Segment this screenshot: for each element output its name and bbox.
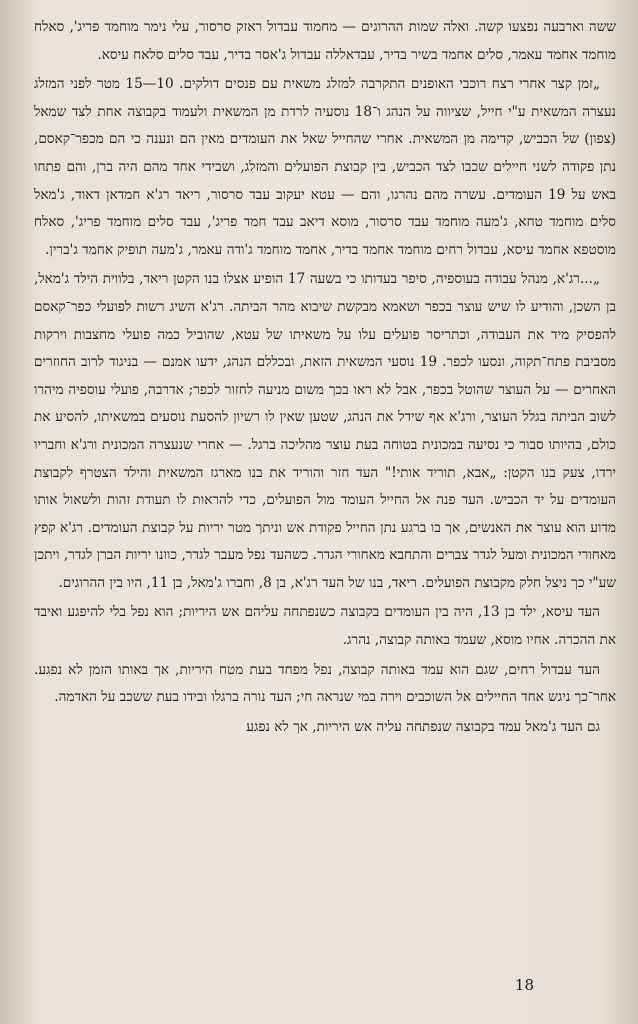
paragraph-issa-testimony: העד עיסא, ילד בן 13, היה בין העומדים בקבוצה כשנפתחה עליהם אש היריות; הוא נפל בלי להיפגע ואיבד את ההכרה. אחיו מוסא, שעמד באותה קבוצה, נהרג.: [34, 604, 616, 649]
page-number: 18: [514, 976, 534, 994]
page-text: [34, 14, 616, 741]
paragraph-jamal-testimony: גם העד ג'מאל עמד בקבוצה שנפתחה עליה אש היריות, אך לא נפגע: [246, 718, 600, 735]
paragraph-abdul-rahim-testimony: העד עבדול רחים, שגם הוא עמד באותה קבוצה, נפל מפחד בעת מטח היריות, אך באותו הזמן לא נפגע. אחר־כך ניגש אחד החיילים אל השוכבים וירה במי שנראה חי; העד נורה ברגלו ובידו בעת ששכב על האדמה.: [34, 661, 616, 706]
paragraph-raja-testimony: „...רג'א, מנהל עבודה בעוספיה, סיפר בעדותו כי בשעה 17 הופיע אצלו בנו הקטן ריאד, בלווית הילד ג'מאל, בן השכן, והודיע לו שיש עוצר בכפר ושאמא מבקשת שיבוא מהר הביתה. רג'א השיג רשות לפועלי כפר־קאסם להפסיק מיד את העבודה, וכתריסר פועלים עלו על משאיתו של עטא, שהוביל כמה פועלי מחצבות וירקות מסביבת פתח־תקוה, ונסעו לכפר. 19 נוסעי המשאית הזאת, ובכללם הנהג, ידעו אמנם — בניגוד לרוב החוזרים האחרים — על העוצר שהוטל בכפר, אבל לא ראו בכך משום מניעה לחזור לכפר; אדרבה, פועלי עוספיה מיהרו לשוב הביתה בגלל העוצר, ורג'א אף שידל את הנהג, שטען שאין לו רשיון להסעת נוסעים במשאיתו, להסיע את כולם, בהיותו סבור כי נסיעה במכונית בטוחה בעת עוצר מהליכה ברגל. — אחרי שנעצרה המכונית ורג'א וחבריו ירדו, צעק בנו הקטן: „אבא, תוריד אותי!" העד חזר והוריד את בנו מארגז המשאית והילד הצטרף לקבוצת העומדים על יד הכביש. העד פנה אל החייל העומד מול הפועלים, כדי להראות לו תעודת זהות ולשאול אותו מדוע הוא עוצר את האנשים, אך בו ברגע נתן החייל פקודת אש וניתך מטר יריות על קבוצת העומדים. רג'א קפץ מאחורי המכונית ומעל לגדר צברים והתחבא מאחורי הגדר. כשהעד נפל מעבר לגדר, כוונו יריות הברן לגדר, ויתכן שע"י כך ניצל חלק מקבוצת הפועלים. ריאד, בנו של העד רג'א, בן 8, וחברו ג'מאל, בן 11, היו בין ההרוגים.: [34, 271, 616, 591]
paragraph-truck-shooting: „זמן קצר אחרי רצח רוכבי האופנים התקרבה למזלג משאית עם פנסים דולקים. 10—15 מטר לפני המזלג נעצרה המשאית ע"י חייל, שציווה על הנהג ו־18 נוסעיה לרדת מן המשאית ולעמוד בקבוצה אחת לצד שמאל (צפון) של הכביש, קדימה מן המשאית. אחרי שהחייל שאל את העומדים מאין הם ונענה כי הם מכפר־קאסם, נתן פקודה לשני חיילים שכבו לצד הכביש, בין קבוצת הפועלים והמזלג, ושבידי אחד מהם היה ברן, והם פתחו באש על 19 העומדים. עשרה מהם נהרגו, והם — עטא יעקוב עבד סרסור, ריאד רג'א חמדאן דאוד, ג'מאל סלים מוחמד טחא, ג'מעה מוחמד עבד סרסור, מוסא דיאב עבד חמד פריג', עבד סלים מוחמד פריג', סאלח מוסטפא אחמד עיסא, עבדול רחים מוחמד אחמד בדיר, אחמד מוחמד ג'ודה עאמר, ג'מעה תופיק אחמד ג'ברין.: [34, 76, 616, 258]
paragraph-victims-list: ששה וארבעה נפצעו קשה. ואלה שמות ההרוגים — מחמוד עבדול ראזק סרסור, עלי נימר מוחמד פריג', סאלח מוחמד אחמד עאמר, סלים אחמד בשיר בדיר, עבדאללה עבדול ג'אסר בדיר, עבד סלים סלאח עיסא.: [34, 19, 616, 63]
